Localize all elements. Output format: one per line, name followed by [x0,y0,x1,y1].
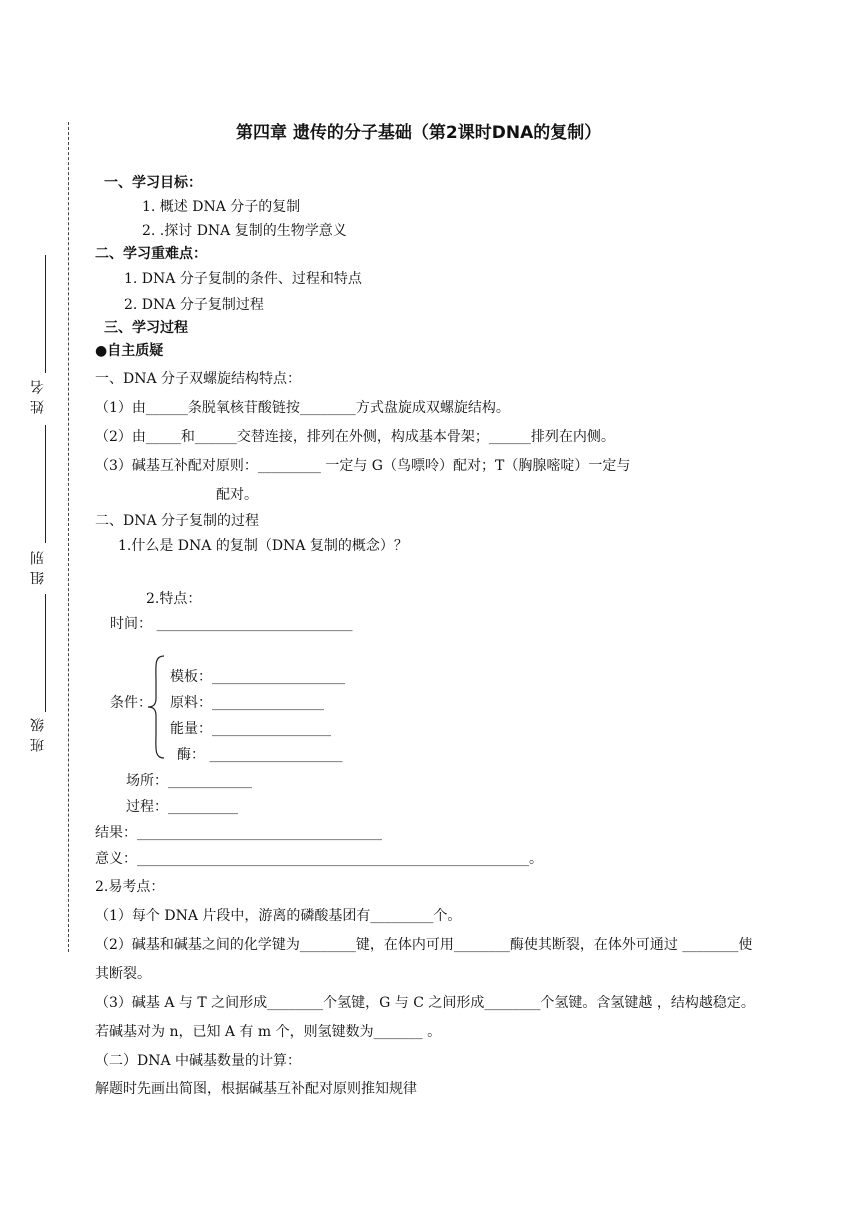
section2-heading: 二、DNA 分子复制的过程 [95,513,260,529]
conditions-label: 条件： [110,695,152,711]
goal-item: 1. 概述 DNA 分子的复制 [142,199,301,215]
process-field: 过程：__________ [126,799,238,815]
result-field: 结果：___________________________________ [95,825,382,841]
class-label: 班级 [30,712,46,752]
calc-heading: （二）DNA 中碱基数量的计算： [95,1053,302,1069]
meaning-field: 意义：________________________________________________________。 [95,851,543,867]
process-heading: 三、学习过程 [104,320,188,336]
easy-point-3: （3）碱基 A 与 T 之间形成________个氢键，G 与 C 之间形成________个氢键。含氢键越 ，结构越稳定。 [95,995,755,1011]
concept-question: 1.什么是 DNA 的复制（DNA 复制的概念）？ [118,538,408,554]
key-point-item: 2. DNA 分子复制过程 [124,297,264,313]
left-brace-icon [146,654,168,760]
easy-points-heading: 2.易考点： [95,879,165,895]
question-1: （1）由______条脱氧核苷酸链按________方式盘旋成双螺旋结构。 [95,400,510,416]
key-points-heading: 二、学习重难点： [95,246,207,262]
energy-field: 能量：_________________ [170,721,331,737]
easy-point-2: （2）碱基和碱基之间的化学键为________键，在体内可用________酶使其断裂，在体外可通过 ________使 [95,937,753,953]
group-label: 组别 [30,545,46,585]
binding-dashed-line [68,122,69,952]
template-field: 模板：___________________ [170,669,345,685]
question-2: （2）由_____和______交替连接，排列在外侧，构成基本骨架；______排列在内侧。 [95,429,615,445]
site-field: 场所：____________ [126,773,252,789]
group-blank-line [45,425,46,543]
name-blank-line [45,255,46,373]
easy-point-1: （1）每个 DNA 片段中，游离的磷酸基团有_________个。 [95,908,462,924]
time-field: 时间： ____________________________ [110,616,353,632]
easy-point-2-continued: 其断裂。 [95,966,151,982]
goals-heading: 一、学习目标： [104,175,202,191]
calc-text: 解题时先画出简图，根据碱基互补配对原则推知规律 [95,1081,417,1097]
material-field: 原料：________________ [170,695,324,711]
key-point-item: 1. DNA 分子复制的条件、过程和特点 [124,271,362,287]
page-title: 第四章 遗传的分子基础（第2课时DNA的复制） [236,123,602,143]
section1-heading: 一、DNA 分子双螺旋结构特点： [95,371,302,387]
self-study-heading: ●自主质疑 [95,343,164,359]
name-label: 姓名 [30,374,46,414]
question-3: （3）碱基互补配对原则：_________ 一定与 G（鸟嘌呤）配对；T（胸腺嘧啶）一定与 [95,458,631,474]
question-3-continued: 配对。 [216,487,258,503]
enzyme-field: 酶： ___________________ [177,747,343,763]
goal-item: 2. .探讨 DNA 复制的生物学意义 [142,223,347,239]
easy-point-3-continued: 若碱基对为 n，已知 A 有 m 个，则氢键数为_______ 。 [95,1024,442,1040]
features-heading: 2.特点： [146,591,202,607]
class-blank-line [45,594,46,712]
